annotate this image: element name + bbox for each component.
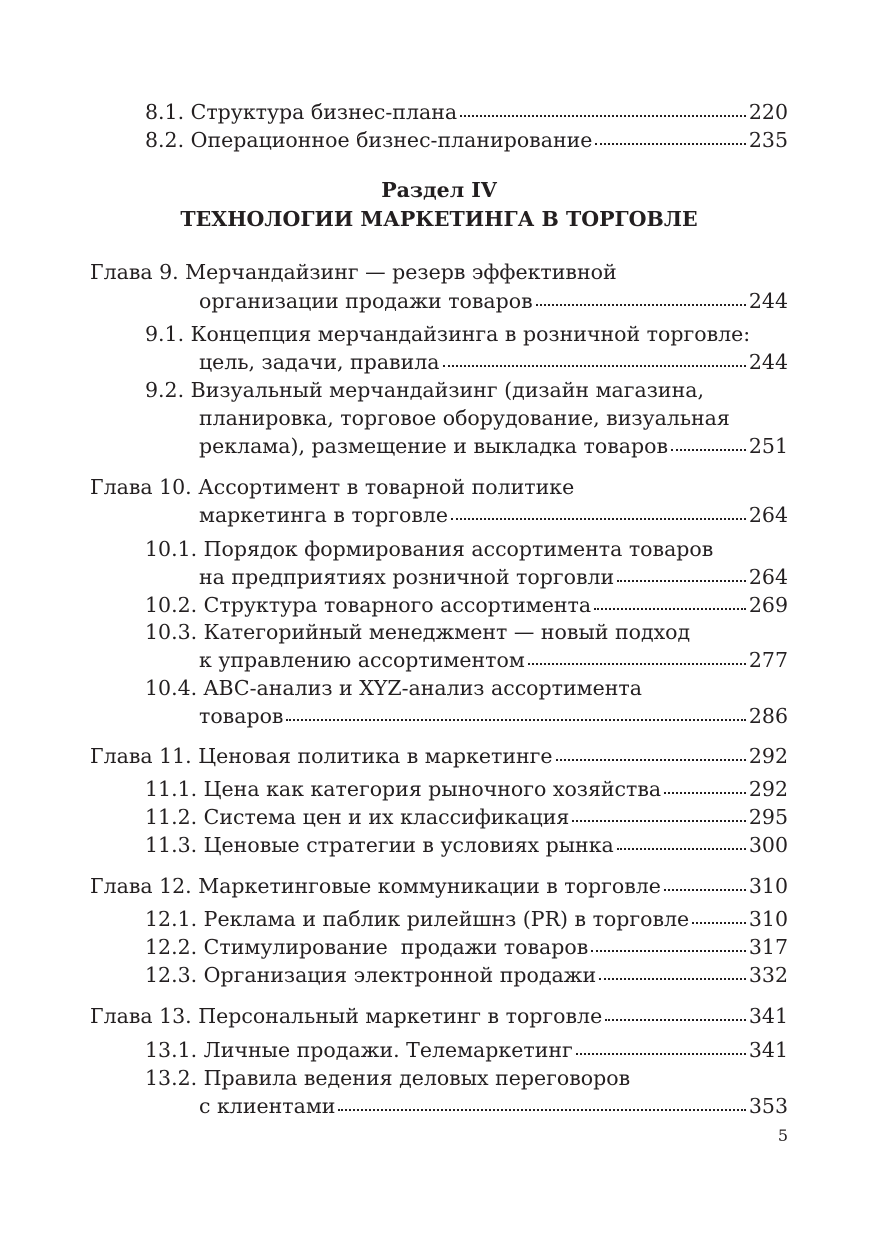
toc-entry-page: 235 xyxy=(748,128,788,152)
section-9-2-entry xyxy=(199,431,788,461)
section-title: ТЕХНОЛОГИИ МАРКЕТИНГА В ТОРГОВЛЕ xyxy=(180,207,698,231)
toc-entry-title: с клиентами xyxy=(199,1094,336,1118)
leader-dots xyxy=(692,922,746,924)
section-9-2-title-cont: планировка, торговое оборудование, визуальная xyxy=(199,406,730,430)
section-9-2-title: 9.2. Визуальный мерчандайзинг (дизайн магазина, xyxy=(145,378,704,402)
toc-entry-title: 13.1. Личные продажи. Телемаркетинг xyxy=(145,1038,573,1062)
section-10-3-title: 10.3. Категорийный менеджмент — новый подход xyxy=(145,620,691,644)
section-label: Раздел IV xyxy=(381,178,497,202)
toc-entry-title: на предприятиях розничной торговли xyxy=(199,565,615,589)
toc-entry-title: 10.2. Структура товарного ассортимента xyxy=(145,593,592,617)
section-12-1-entry xyxy=(145,904,788,934)
section-10-2-entry xyxy=(145,590,788,620)
toc-entry-page: 220 xyxy=(748,100,788,124)
toc-entry-page: 317 xyxy=(748,935,788,959)
leader-dots xyxy=(572,820,746,822)
leader-dots xyxy=(595,143,745,145)
toc-entry-page: 264 xyxy=(748,565,788,589)
section-10-1-title: 10.1. Порядок формирования ассортимента товаров xyxy=(145,537,714,561)
section-12-3-entry xyxy=(145,960,788,990)
leader-dots xyxy=(617,580,746,582)
chapter-13-entry xyxy=(90,1001,788,1031)
toc-entry-title: 12.3. Организация электронной продажи xyxy=(145,963,597,987)
section-10-1-entry xyxy=(199,562,788,592)
toc-entry-8-1 xyxy=(145,97,788,127)
toc-entry-page: 292 xyxy=(748,744,788,768)
section-10-4-entry xyxy=(199,701,788,731)
toc-entry-title: Глава 12. Маркетинговые коммуникации в торговле xyxy=(90,874,661,898)
leader-dots xyxy=(617,848,746,850)
toc-entry-title: маркетинга в торговле xyxy=(199,503,449,527)
section-12-2-entry xyxy=(145,932,788,962)
leader-dots xyxy=(664,792,746,794)
toc-entry-title: Глава 11. Ценовая политика в маркетинге xyxy=(90,744,553,768)
toc-entry-title: организации продажи товаров xyxy=(199,289,533,313)
toc-entry-page: 244 xyxy=(748,289,788,313)
leader-dots xyxy=(528,663,746,665)
toc-entry-page: 332 xyxy=(748,963,788,987)
leader-dots xyxy=(286,719,745,721)
leader-dots xyxy=(664,889,746,891)
toc-entry-page: 310 xyxy=(748,874,788,898)
leader-dots xyxy=(443,365,746,367)
section-10-3-entry xyxy=(199,645,788,675)
chapter-10-entry xyxy=(199,500,788,530)
section-11-3-entry xyxy=(145,830,788,860)
leader-dots xyxy=(556,759,746,761)
toc-entry-page: 341 xyxy=(748,1004,788,1028)
toc-entry-page: 292 xyxy=(748,777,788,801)
leader-dots xyxy=(338,1109,745,1111)
chapter-11-entry xyxy=(90,741,788,771)
toc-entry-8-2 xyxy=(145,125,788,155)
toc-entry-title: 11.1. Цена как категория рыночного хозяйства xyxy=(145,777,662,801)
toc-entry-page: 353 xyxy=(748,1094,788,1118)
section-13-2-title: 13.2. Правила ведения деловых переговоров xyxy=(145,1066,631,1090)
leader-dots xyxy=(451,518,746,520)
toc-entry-page: 286 xyxy=(748,704,788,728)
toc-entry-title: 8.1. Структура бизнес-плана xyxy=(145,100,458,124)
toc-entry-page: 295 xyxy=(748,805,788,829)
leader-dots xyxy=(605,1019,746,1021)
section-9-1-title: 9.1. Концепция мерчандайзинга в розничной торговле: xyxy=(145,322,751,346)
leader-dots xyxy=(591,950,746,952)
chapter-10-title: Глава 10. Ассортимент в товарной политике xyxy=(90,475,575,499)
page-number: 5 xyxy=(777,1126,788,1145)
leader-dots xyxy=(594,608,746,610)
chapter-12-entry xyxy=(90,871,788,901)
toc-entry-title: цель, задачи, правила xyxy=(199,350,440,374)
section-13-1-entry xyxy=(145,1035,788,1065)
leader-dots xyxy=(536,304,746,306)
toc-entry-title: реклама), размещение и выкладка товаров xyxy=(199,434,668,458)
toc-entry-title: 12.1. Реклама и паблик рилейшнз (PR) в торговле xyxy=(145,907,690,931)
toc-entry-page: 269 xyxy=(748,593,788,617)
leader-dots xyxy=(599,978,746,980)
toc-entry-page: 244 xyxy=(748,350,788,374)
toc-entry-title: Глава 13. Персональный маркетинг в торговле xyxy=(90,1004,603,1028)
leader-dots xyxy=(576,1053,746,1055)
leader-dots xyxy=(671,449,746,451)
chapter-9-entry xyxy=(199,286,788,316)
toc-entry-title: товаров xyxy=(199,704,284,728)
toc-entry-title: 11.2. Система цен и их классификация xyxy=(145,805,570,829)
section-9-1-entry xyxy=(199,347,788,377)
section-11-2-entry xyxy=(145,802,788,832)
toc-entry-page: 300 xyxy=(748,833,788,857)
section-13-2-entry xyxy=(199,1091,788,1121)
chapter-9-title: Глава 9. Мерчандайзинг — резерв эффективной xyxy=(90,260,617,284)
section-10-4-title: 10.4. ABC-анализ и XYZ-анализ ассортимента xyxy=(145,676,642,700)
toc-entry-page: 341 xyxy=(748,1038,788,1062)
toc-entry-page: 264 xyxy=(748,503,788,527)
toc-entry-title: 8.2. Операционное бизнес-планирование xyxy=(145,128,593,152)
toc-entry-page: 277 xyxy=(748,648,788,672)
toc-entry-title: к управлению ассортиментом xyxy=(199,648,525,672)
toc-entry-page: 251 xyxy=(748,434,788,458)
toc-entry-page: 310 xyxy=(748,907,788,931)
toc-entry-title: 12.2. Стимулирование продажи товаров xyxy=(145,935,589,959)
toc-entry-title: 11.3. Ценовые стратегии в условиях рынка xyxy=(145,833,614,857)
section-11-1-entry xyxy=(145,774,788,804)
leader-dots xyxy=(460,115,746,117)
